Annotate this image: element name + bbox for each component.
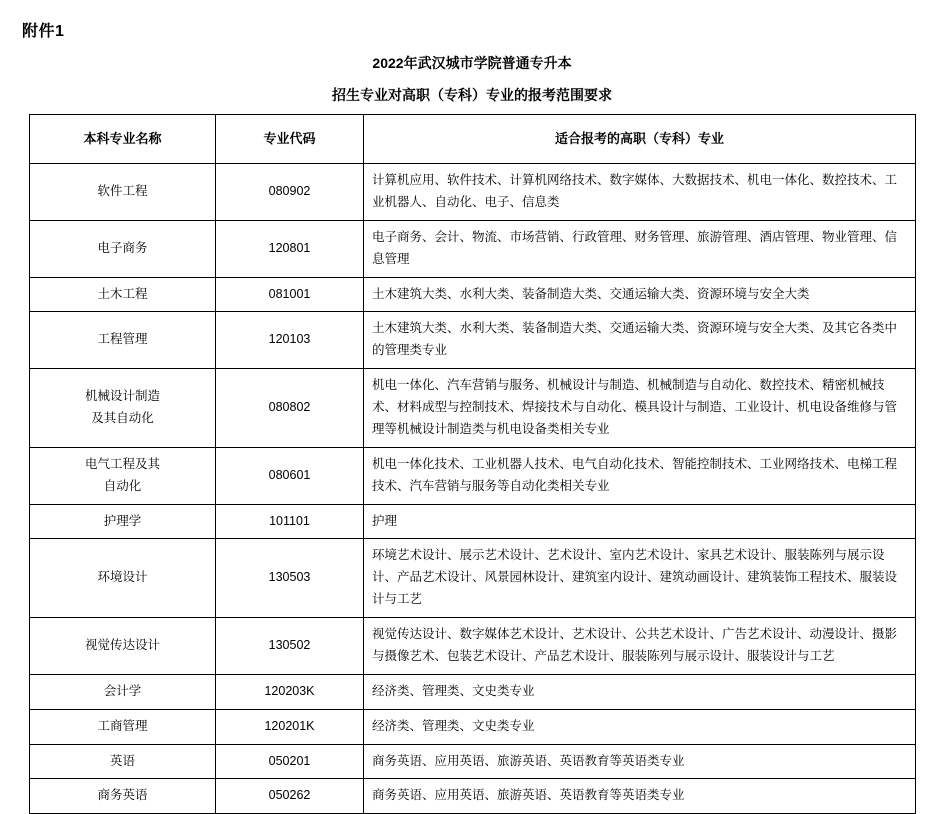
cell-major-name: 商务英语 [30,779,216,814]
majors-table [29,114,916,814]
table-row [30,618,916,675]
table-row [30,369,916,448]
table-row [30,447,916,504]
cell-major-name [30,369,216,448]
table-row [30,312,916,369]
table-header-row [30,115,916,164]
table-row [30,709,916,744]
cell-eligible-majors: 环境艺术设计、展示艺术设计、艺术设计、室内艺术设计、家具艺术设计、服装陈列与展示设计、产品艺术设计、风景园林设计、建筑室内设计、建筑动画设计、建筑装饰工程技术、服装设计与工艺 [364,539,916,618]
cell-eligible-majors: 电子商务、会计、物流、市场营销、行政管理、财务管理、旅游管理、酒店管理、物业管理、信息管理 [364,220,916,277]
cell-eligible-majors: 计算机应用、软件技术、计算机网络技术、数字媒体、大数据技术、机电一体化、数控技术、工业机器人、自动化、电子、信息类 [364,164,916,221]
cell-eligible-majors: 土木建筑大类、水利大类、装备制造大类、交通运输大类、资源环境与安全大类、及其它各类中的管理类专业 [364,312,916,369]
cell-major-name: 土木工程 [30,277,216,312]
cell-major-code: 120203K [216,674,364,709]
table-row [30,164,916,221]
cell-major-code: 050262 [216,779,364,814]
cell-major-code: 130502 [216,618,364,675]
cell-eligible-majors: 经济类、管理类、文史类专业 [364,709,916,744]
table-header [30,115,916,164]
major-name-line-1: 机械设计制造 [84,389,160,404]
table-row [30,539,916,618]
table-row [30,744,916,779]
cell-eligible-majors: 商务英语、应用英语、旅游英语、英语教育等英语类专业 [364,744,916,779]
document-title-block [0,52,944,107]
column-header-eligible-majors: 适合报考的高职（专科）专业 [364,115,916,164]
cell-major-name: 环境设计 [30,539,216,618]
cell-major-name: 工商管理 [30,709,216,744]
cell-major-code: 120201K [216,709,364,744]
table-row [30,504,916,539]
cell-eligible-majors: 机电一体化、汽车营销与服务、机械设计与制造、机械制造与自动化、数控技术、精密机械技术、材料成型与控制技术、焊接技术与自动化、模具设计与制造、工业设计、机电设备维修与管理等机械设计制造类与机电设备类相关专业 [364,369,916,448]
cell-major-name [30,447,216,504]
cell-eligible-majors: 经济类、管理类、文史类专业 [364,674,916,709]
major-name-line-2: 自动化 [103,478,142,493]
column-header-major-code: 专业代码 [216,115,364,164]
cell-major-code: 080902 [216,164,364,221]
table-row [30,277,916,312]
table-body [30,164,916,814]
cell-major-code: 081001 [216,277,364,312]
cell-major-code: 050201 [216,744,364,779]
cell-eligible-majors: 护理 [364,504,916,539]
major-name-line-2: 及其自动化 [91,410,154,425]
major-name-line-1: 电气工程及其 [84,456,160,471]
cell-major-code: 130503 [216,539,364,618]
cell-major-name: 护理学 [30,504,216,539]
cell-major-name: 软件工程 [30,164,216,221]
table-row [30,220,916,277]
column-header-major-name: 本科专业名称 [30,115,216,164]
cell-eligible-majors: 土木建筑大类、水利大类、装备制造大类、交通运输大类、资源环境与安全大类 [364,277,916,312]
attachment-label: 附件1 [22,23,65,40]
cell-major-name: 会计学 [30,674,216,709]
cell-eligible-majors: 视觉传达设计、数字媒体艺术设计、艺术设计、公共艺术设计、广告艺术设计、动漫设计、摄影与摄像艺术、包装艺术设计、产品艺术设计、服装陈列与展示设计、服装设计与工艺 [364,618,916,675]
cell-major-name: 工程管理 [30,312,216,369]
cell-major-code: 101101 [216,504,364,539]
cell-major-code: 080802 [216,369,364,448]
cell-major-name: 英语 [30,744,216,779]
cell-major-code: 080601 [216,447,364,504]
cell-eligible-majors: 机电一体化技术、工业机器人技术、电气自动化技术、智能控制技术、工业网络技术、电梯工程技术、汽车营销与服务等自动化类相关专业 [364,447,916,504]
page-title-line-2: 招生专业对高职（专科）专业的报考范围要求 [332,87,612,104]
cell-major-name: 电子商务 [30,220,216,277]
cell-major-code: 120801 [216,220,364,277]
table-row [30,779,916,814]
cell-major-name: 视觉传达设计 [30,618,216,675]
cell-major-code: 120103 [216,312,364,369]
page-title-line-1: 2022年武汉城市学院普通专升本 [372,55,572,71]
table-row [30,674,916,709]
cell-eligible-majors: 商务英语、应用英语、旅游英语、英语教育等英语类专业 [364,779,916,814]
